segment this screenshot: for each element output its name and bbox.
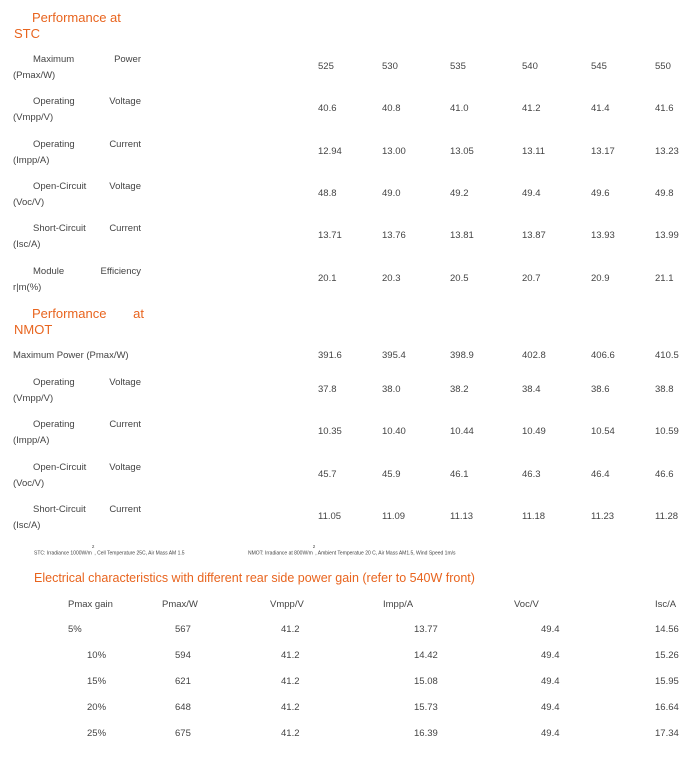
gain-row-value: 15.73 <box>414 702 438 713</box>
gain-header-cell: Isc/A <box>655 599 677 610</box>
stc-row-value: 20.5 <box>450 272 469 284</box>
nmot-max-power-value: 402.8 <box>522 350 546 361</box>
nmot-row-label <box>13 417 141 449</box>
nmot-row-value: 46.4 <box>591 468 610 480</box>
gain-row-value: 14.42 <box>414 650 438 661</box>
stc-row-label <box>13 137 141 169</box>
nmot-row-label-word1: Operating <box>33 419 75 431</box>
nmot-row-value: 45.7 <box>318 468 337 480</box>
nmot-row-value: 11.13 <box>450 510 474 522</box>
nmot-max-power-value: 406.6 <box>591 350 615 361</box>
stc-row-label-word1: Short-Circuit <box>33 223 86 235</box>
nmot-row-value: 11.09 <box>382 510 406 522</box>
nmot-row-label-word1: Short-Circuit <box>33 503 86 515</box>
nmot-row-value: 10.59 <box>655 426 679 438</box>
stc-row-value: 49.4 <box>522 187 541 199</box>
stc-row-value: 48.8 <box>318 187 337 199</box>
nmot-row-value: 38.2 <box>450 384 469 395</box>
stc-row-label-unit: (Vmpp/V) <box>13 112 54 124</box>
nmot-max-power-value: 410.5 <box>655 350 679 361</box>
stc-row-value: 525 <box>318 61 334 72</box>
nmot-max-power-label: Maximum Power (Pmax/W) <box>13 350 129 361</box>
stc-row-label-word2: Voltage <box>109 96 141 108</box>
stc-row-value: 49.2 <box>450 187 469 199</box>
nmot-row-value: 10.49 <box>522 426 546 438</box>
gain-row-label: 25% <box>87 728 107 739</box>
stc-section-title <box>14 10 144 42</box>
nmot-row-value: 38.4 <box>522 384 541 395</box>
gain-row-value: 41.2 <box>281 650 300 661</box>
nmot-row-label <box>13 460 141 492</box>
stc-row-label-unit: r|m(%) <box>13 281 42 293</box>
stc-row-label-word1: Module <box>33 265 65 277</box>
gain-row-value: 16.64 <box>655 702 679 713</box>
stc-row-label-unit: (Voc/V) <box>13 196 45 208</box>
stc-row-value: 20.1 <box>318 272 337 284</box>
stc-row-value: 41.0 <box>450 103 469 115</box>
gain-row-value: 16.39 <box>414 728 438 739</box>
gain-row-value: 49.4 <box>541 650 560 661</box>
gain-row-value: 15.08 <box>414 676 438 687</box>
gain-row-label: 20% <box>87 702 107 713</box>
stc-row-value: 550 <box>655 61 671 72</box>
stc-row-label <box>13 264 141 296</box>
stc-row-label-word1: Maximum <box>33 54 75 65</box>
gain-header-cell: Vmpp/V <box>270 599 304 610</box>
stc-row-value: 40.6 <box>318 103 337 115</box>
nmot-row-label-word1: Operating <box>33 377 75 388</box>
gain-row-value: 675 <box>175 728 191 739</box>
nmot-row-value: 10.40 <box>382 426 406 438</box>
nmot-row-value: 11.23 <box>591 510 615 522</box>
stc-row-value: 41.4 <box>591 103 610 115</box>
stc-row-value: 49.8 <box>655 187 674 199</box>
stc-row-value: 545 <box>591 61 607 72</box>
stc-row-label <box>13 179 141 211</box>
nmot-row-label-unit: (Impp/A) <box>13 435 50 447</box>
nmot-row-label-word1: Open-Circuit <box>33 461 87 473</box>
nmot-row-value: 11.05 <box>318 510 342 522</box>
nmot-title-line2: NMOT <box>14 322 53 337</box>
nmot-row-value: 38.6 <box>591 384 610 395</box>
stc-row-value: 535 <box>450 61 466 72</box>
gain-row-value: 49.4 <box>541 676 560 687</box>
stc-row-value: 20.9 <box>591 272 610 284</box>
stc-row-value: 21.1 <box>655 272 674 284</box>
nmot-title-word2: at <box>133 306 144 321</box>
stc-row-value: 13.93 <box>591 230 615 242</box>
nmot-row-value: 46.3 <box>522 468 541 480</box>
gain-table-title: Electrical characteristics with different rear side power gain (refer to 540W front) <box>34 571 475 585</box>
stc-title-line1: Performance at <box>32 10 121 25</box>
stc-row-label-word1: Open-Circuit <box>33 180 87 192</box>
gain-row-value: 15.95 <box>655 676 679 687</box>
stc-row-value: 13.87 <box>522 230 546 242</box>
stc-row-label-unit: (Isc/A) <box>13 239 41 251</box>
nmot-row-value: 45.9 <box>382 468 401 480</box>
gain-row-label: 15% <box>87 676 107 687</box>
stc-row-value: 20.3 <box>382 272 401 284</box>
gain-row-value: 621 <box>175 676 191 687</box>
stc-row-value: 13.76 <box>382 230 406 242</box>
gain-row-value: 13.77 <box>414 624 438 635</box>
gain-row-value: 41.2 <box>281 702 300 713</box>
stc-row-value: 40.8 <box>382 103 401 115</box>
nmot-section-title <box>14 306 144 338</box>
stc-row-value: 540 <box>522 61 538 72</box>
nmot-row-value: 11.18 <box>522 510 546 522</box>
stc-row-label <box>13 221 141 253</box>
gain-header-cell: Impp/A <box>383 599 414 610</box>
stc-footnote: STC: Irradiance $1000W/m^2$, Cell Temperature 25C, Air Mass AM 1.5 <box>34 544 185 557</box>
stc-row-label-word2: Power <box>114 54 141 65</box>
stc-title-line2: STC <box>14 26 40 41</box>
stc-row-label-word1: Operating <box>33 96 75 108</box>
gain-row-value: 49.4 <box>541 728 560 739</box>
stc-row-value: 13.00 <box>382 145 406 157</box>
stc-row-value: 13.23 <box>655 145 679 157</box>
nmot-row-value: 10.54 <box>591 426 615 438</box>
nmot-row-label-word2: Voltage <box>109 461 141 473</box>
nmot-max-power-value: 391.6 <box>318 350 342 361</box>
nmot-row-label-word2: Current <box>109 419 141 431</box>
gain-row-value: 15.26 <box>655 650 679 661</box>
nmot-row-label <box>13 502 141 534</box>
nmot-row-value: 11.28 <box>655 510 679 522</box>
stc-row-value: 13.71 <box>318 230 342 242</box>
stc-row-label-word2: Current <box>109 138 141 150</box>
stc-row-label-word2: Voltage <box>109 180 141 192</box>
gain-row-value: 49.4 <box>541 702 560 713</box>
nmot-row-value: 38.0 <box>382 384 401 395</box>
nmot-max-power-value: 398.9 <box>450 350 474 361</box>
nmot-row-value: 10.44 <box>450 426 474 438</box>
gain-row-value: 49.4 <box>541 624 560 635</box>
stc-row-value: 13.17 <box>591 145 615 157</box>
nmot-row-value: 10.35 <box>318 426 342 438</box>
stc-row-label <box>13 52 141 84</box>
stc-row-value: 530 <box>382 61 398 72</box>
stc-row-label <box>13 94 141 126</box>
nmot-footnote: NMOT: Irradiance at $800W/m^2$, Ambient Temperatue 20 C, Air Mass AM1.5, Wind Speed 1m/s <box>248 544 456 557</box>
gain-row-label: 10% <box>87 650 107 661</box>
gain-header-cell: Pmax/W <box>162 599 198 610</box>
stc-row-label-word2: Efficiency <box>100 265 141 277</box>
nmot-title-word1: Performance <box>32 306 107 321</box>
stc-row-value: 49.6 <box>591 187 610 199</box>
nmot-row-label <box>13 375 141 407</box>
stc-row-label-word2: Current <box>109 223 141 235</box>
stc-row-value: 13.99 <box>655 230 679 242</box>
gain-row-label: 5% <box>68 624 82 635</box>
stc-row-value: 13.81 <box>450 230 474 242</box>
nmot-row-label-unit: (Voc/V) <box>13 477 45 489</box>
gain-header-cell: Voc/V <box>514 599 539 610</box>
nmot-row-label-word2: Voltage <box>109 377 141 388</box>
gain-row-value: 17.34 <box>655 728 679 739</box>
stc-row-value: 41.2 <box>522 103 541 115</box>
nmot-row-value: 38.8 <box>655 384 674 395</box>
nmot-row-value: 46.1 <box>450 468 469 480</box>
stc-row-value: 13.11 <box>522 145 546 157</box>
stc-row-value: 12.94 <box>318 145 342 157</box>
stc-row-value: 13.05 <box>450 145 474 157</box>
stc-row-value: 20.7 <box>522 272 541 284</box>
nmot-max-power-value: 395.4 <box>382 350 406 361</box>
gain-row-value: 648 <box>175 702 191 713</box>
gain-row-value: 41.2 <box>281 676 300 687</box>
gain-row-value: 41.2 <box>281 624 300 635</box>
nmot-row-label-unit: (Vmpp/V) <box>13 393 54 404</box>
gain-row-value: 41.2 <box>281 728 300 739</box>
nmot-row-value: 46.6 <box>655 468 674 480</box>
stc-row-label-unit: (Impp/A) <box>13 154 50 166</box>
stc-row-value: 49.0 <box>382 187 401 199</box>
gain-header-cell: Pmax gain <box>68 599 113 610</box>
nmot-row-label-unit: (Isc/A) <box>13 519 41 531</box>
gain-row-value: 594 <box>175 650 191 661</box>
gain-row-value: 14.56 <box>655 624 679 635</box>
nmot-row-label-word2: Current <box>109 503 141 515</box>
stc-row-value: 41.6 <box>655 103 674 115</box>
stc-row-label-unit: (Pmax/W) <box>13 70 56 81</box>
stc-row-label-word1: Operating <box>33 138 75 150</box>
gain-row-value: 567 <box>175 624 191 635</box>
nmot-row-value: 37.8 <box>318 384 337 395</box>
